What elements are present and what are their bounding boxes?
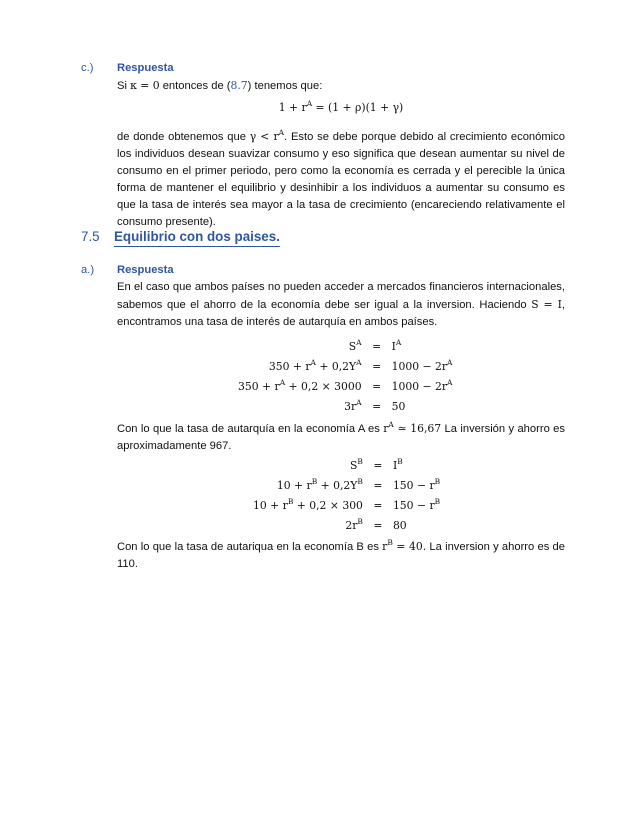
equation-relation: = <box>372 360 382 373</box>
equation-lhs: $3r^A$ <box>344 398 362 413</box>
equation-rhs: $1000 - 2r^A$ <box>391 378 453 393</box>
section-heading <box>81 228 280 245</box>
equation-row <box>253 456 440 476</box>
section-number: 7.5 <box>81 229 100 244</box>
equation-relation: = <box>372 380 382 393</box>
equation-lhs: $S^B$ <box>350 457 363 472</box>
equation-lhs: $10 + r^B + 0,2 \times 300$ <box>253 497 363 512</box>
item-a-paragraph <box>117 279 565 331</box>
equation-lhs: $350 + r^A + 0,2 \times 3000$ <box>238 378 362 393</box>
result-b-math: $r^B = 40$. <box>382 538 427 553</box>
equation-lhs: $S^A$ <box>348 338 362 353</box>
equation-lhs: $10 + r^B + 0,2Y^B$ <box>276 477 363 492</box>
equation-row <box>238 337 452 357</box>
equation-lhs: $2r^B$ <box>345 517 363 532</box>
line1-mid: entonces de ( <box>159 80 231 92</box>
section-title: Equilibrio con dos paises. <box>114 229 280 247</box>
para-a-math: S = I <box>531 298 562 311</box>
kappa-math: κ = 0 <box>130 79 160 92</box>
equation-rhs: $150 - r^B$ <box>392 497 441 512</box>
equation-row <box>238 357 452 377</box>
equation-system-b <box>253 456 440 536</box>
result-a-paragraph <box>117 420 565 455</box>
item-c-title: Respuesta <box>117 62 174 74</box>
equation-rhs: 50 <box>391 400 406 413</box>
equation-rhs: $I^B$ <box>392 457 403 472</box>
para-c-post: . Esto se debe porque debido al crecimiento económico los individuos desean suavizar consumo y eso significa que desean aumentar su nivel de consumo en el primer periodo, pero como la economía es cerrada y el perecible la única forma de mantener el equilibrio y desinhibir a los individuos a aumentar su consumo es que la tasa de interés sea mayor a la tasa de crecimiento (encareciendo relativamente el consumo presente). <box>117 131 565 228</box>
equation-row <box>238 397 452 417</box>
item-c-line1 <box>117 77 565 95</box>
equation-relation: = <box>372 340 382 353</box>
equation-row <box>238 377 452 397</box>
equation-lhs: $350 + r^A + 0,2Y^A$ <box>268 358 362 373</box>
equation-c <box>117 99 565 116</box>
item-a-label: a.) <box>81 264 95 276</box>
equation-relation: = <box>373 459 383 472</box>
result-a-post: La inversión y ahorro es aproximadamente 967. <box>117 423 565 452</box>
result-b-pre: Con lo que la tasa de autariqua en la economía B es <box>117 541 383 553</box>
equation-row <box>253 476 440 496</box>
line1-post: ) tenemos que: <box>247 80 323 92</box>
item-c-label: c.) <box>81 62 94 74</box>
equation-rhs: 80 <box>392 519 407 532</box>
equation-rhs: $I^A$ <box>391 338 402 353</box>
equation-system-a <box>238 337 452 417</box>
para-c-pre: de donde obtenemos que <box>117 131 250 143</box>
equation-ref-link[interactable]: 8.7 <box>230 79 248 92</box>
equation-rhs: $1000 - 2r^A$ <box>391 358 453 373</box>
equation-relation: = <box>373 479 383 492</box>
equation-row <box>253 516 440 536</box>
equation-row <box>253 496 440 516</box>
result-b-paragraph <box>117 538 565 573</box>
para-a-pre: En el caso que ambos países no pueden acceder a mercados financieros internacionales, sabemos que el ahorro de la economía debe ser igual a la inversion. Haciendo <box>117 281 565 311</box>
para-a-post: , encontramos una tasa de interés de autarquía en ambos países. <box>117 299 565 328</box>
equation-relation: = <box>372 400 382 413</box>
line1-pre: Si <box>117 80 131 92</box>
equation-relation: = <box>373 499 383 512</box>
para-c-math: $\gamma < r^A$ <box>249 128 285 143</box>
item-c-paragraph <box>117 128 565 231</box>
equation-relation: = <box>373 519 383 532</box>
result-a-pre: Con lo que la tasa de autarquía en la economía A es <box>117 423 384 435</box>
item-a-title: Respuesta <box>117 264 174 276</box>
result-b-post: La inversion y ahorro es de 110. <box>117 541 565 570</box>
equation-rhs: $150 - r^B$ <box>392 477 441 492</box>
equation-c-text: $1 + r^A = (1 + \rho)(1 + \gamma)$ <box>278 99 404 114</box>
result-a-math: $r^A$ ≃ 16,67 <box>383 420 442 435</box>
